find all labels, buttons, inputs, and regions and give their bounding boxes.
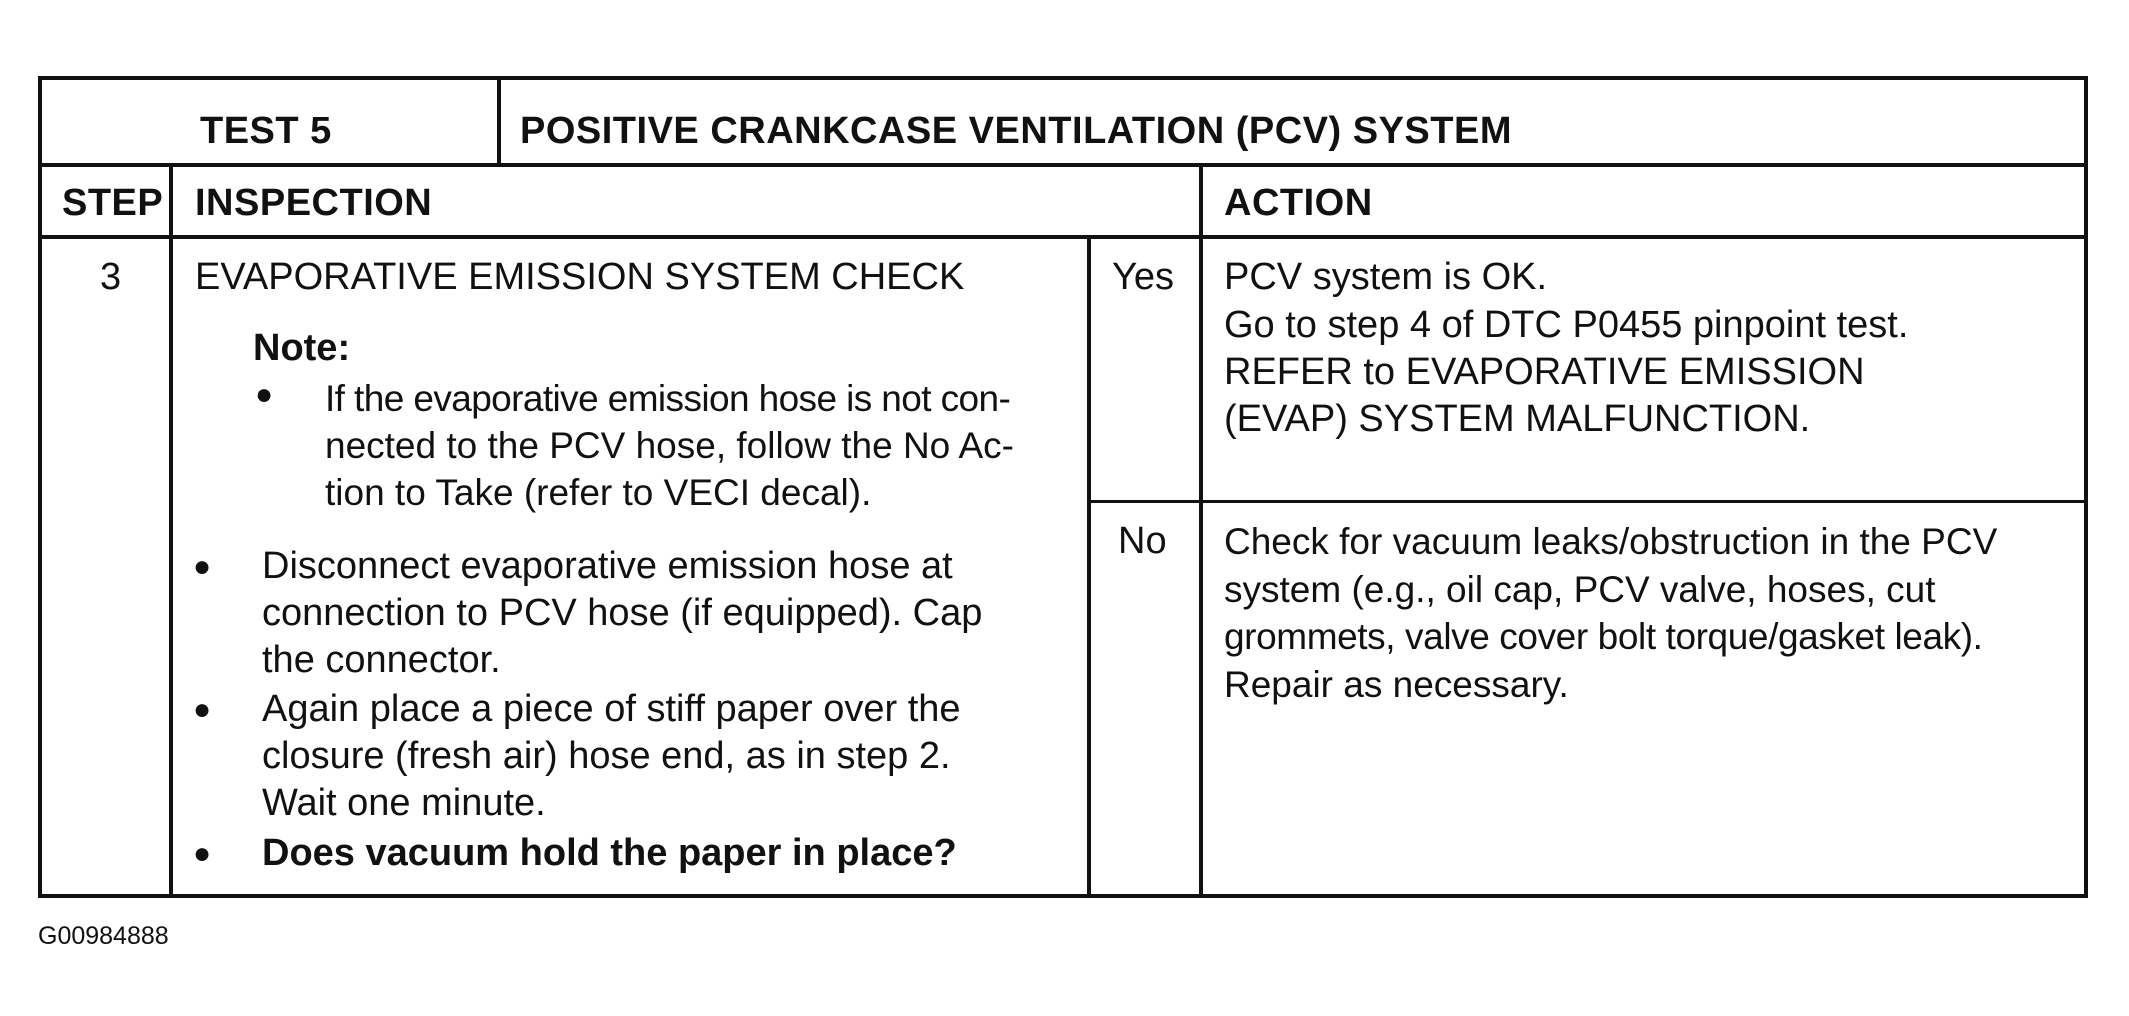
- bullet-1-dot: ●: [193, 550, 212, 583]
- yes-action-line-4: (EVAP) SYSTEM MALFUNCTION.: [1224, 398, 1811, 440]
- step-header: STEP: [62, 182, 164, 224]
- action-header: ACTION: [1224, 182, 1373, 224]
- bullet-2-line-3: Wait one minute.: [262, 782, 546, 824]
- yes-action-line-3: REFER to EVAPORATIVE EMISSION: [1224, 351, 1865, 393]
- step-number: 3: [100, 256, 122, 298]
- action-column-divider: [1199, 165, 1203, 898]
- no-action-line-4: Repair as necessary.: [1224, 664, 1569, 705]
- bullet-2-line-1: Again place a piece of stiff paper over the: [262, 688, 961, 730]
- test-title: POSITIVE CRANKCASE VENTILATION (PCV) SYSTEM: [520, 110, 1512, 152]
- test-label: TEST 5: [200, 110, 332, 152]
- no-action-line-3: grommets, valve cover bolt torque/gasket leak).: [1224, 616, 1983, 657]
- yes-no-divider: [1087, 500, 2088, 503]
- note-line-2: nected to the PCV hose, follow the No Ac-: [325, 425, 1014, 466]
- inspection-heading: EVAPORATIVE EMISSION SYSTEM CHECK: [195, 256, 965, 298]
- header-divider: [38, 163, 2088, 167]
- note-line-1: If the evaporative emission hose is not con-: [325, 378, 1011, 419]
- inspection-header: INSPECTION: [195, 182, 433, 224]
- bullet-2-line-2: closure (fresh air) hose end, as in step 2.: [262, 735, 951, 777]
- bullet-1-line-3: the connector.: [262, 639, 501, 681]
- column-header-divider: [38, 235, 2088, 239]
- figure-id: G00984888: [38, 922, 169, 950]
- note-line-3: tion to Take (refer to VECI decal).: [325, 472, 872, 513]
- note-bullet: ●: [255, 378, 274, 411]
- note-label: Note:: [253, 327, 351, 369]
- bullet-1-line-2: connection to PCV hose (if equipped). Cap: [262, 592, 983, 634]
- result-column-divider: [1087, 237, 1091, 898]
- bullet-1-line-1: Disconnect evaporative emission hose at: [262, 545, 953, 587]
- no-action-line-1: Check for vacuum leaks/obstruction in the PCV: [1224, 521, 1998, 562]
- no-action-line-2: system (e.g., oil cap, PCV valve, hoses, cut: [1224, 569, 1936, 610]
- bullet-3-question: Does vacuum hold the paper in place?: [262, 832, 957, 874]
- no-label: No: [1118, 520, 1167, 562]
- step-column-divider: [169, 165, 173, 898]
- yes-action-line-1: PCV system is OK.: [1224, 256, 1548, 298]
- test-label-divider: [497, 76, 501, 165]
- bullet-3-dot: ●: [193, 837, 212, 870]
- yes-label: Yes: [1112, 256, 1174, 298]
- yes-action-line-2: Go to step 4 of DTC P0455 pinpoint test.: [1224, 304, 1909, 346]
- bullet-2-dot: ●: [193, 693, 212, 726]
